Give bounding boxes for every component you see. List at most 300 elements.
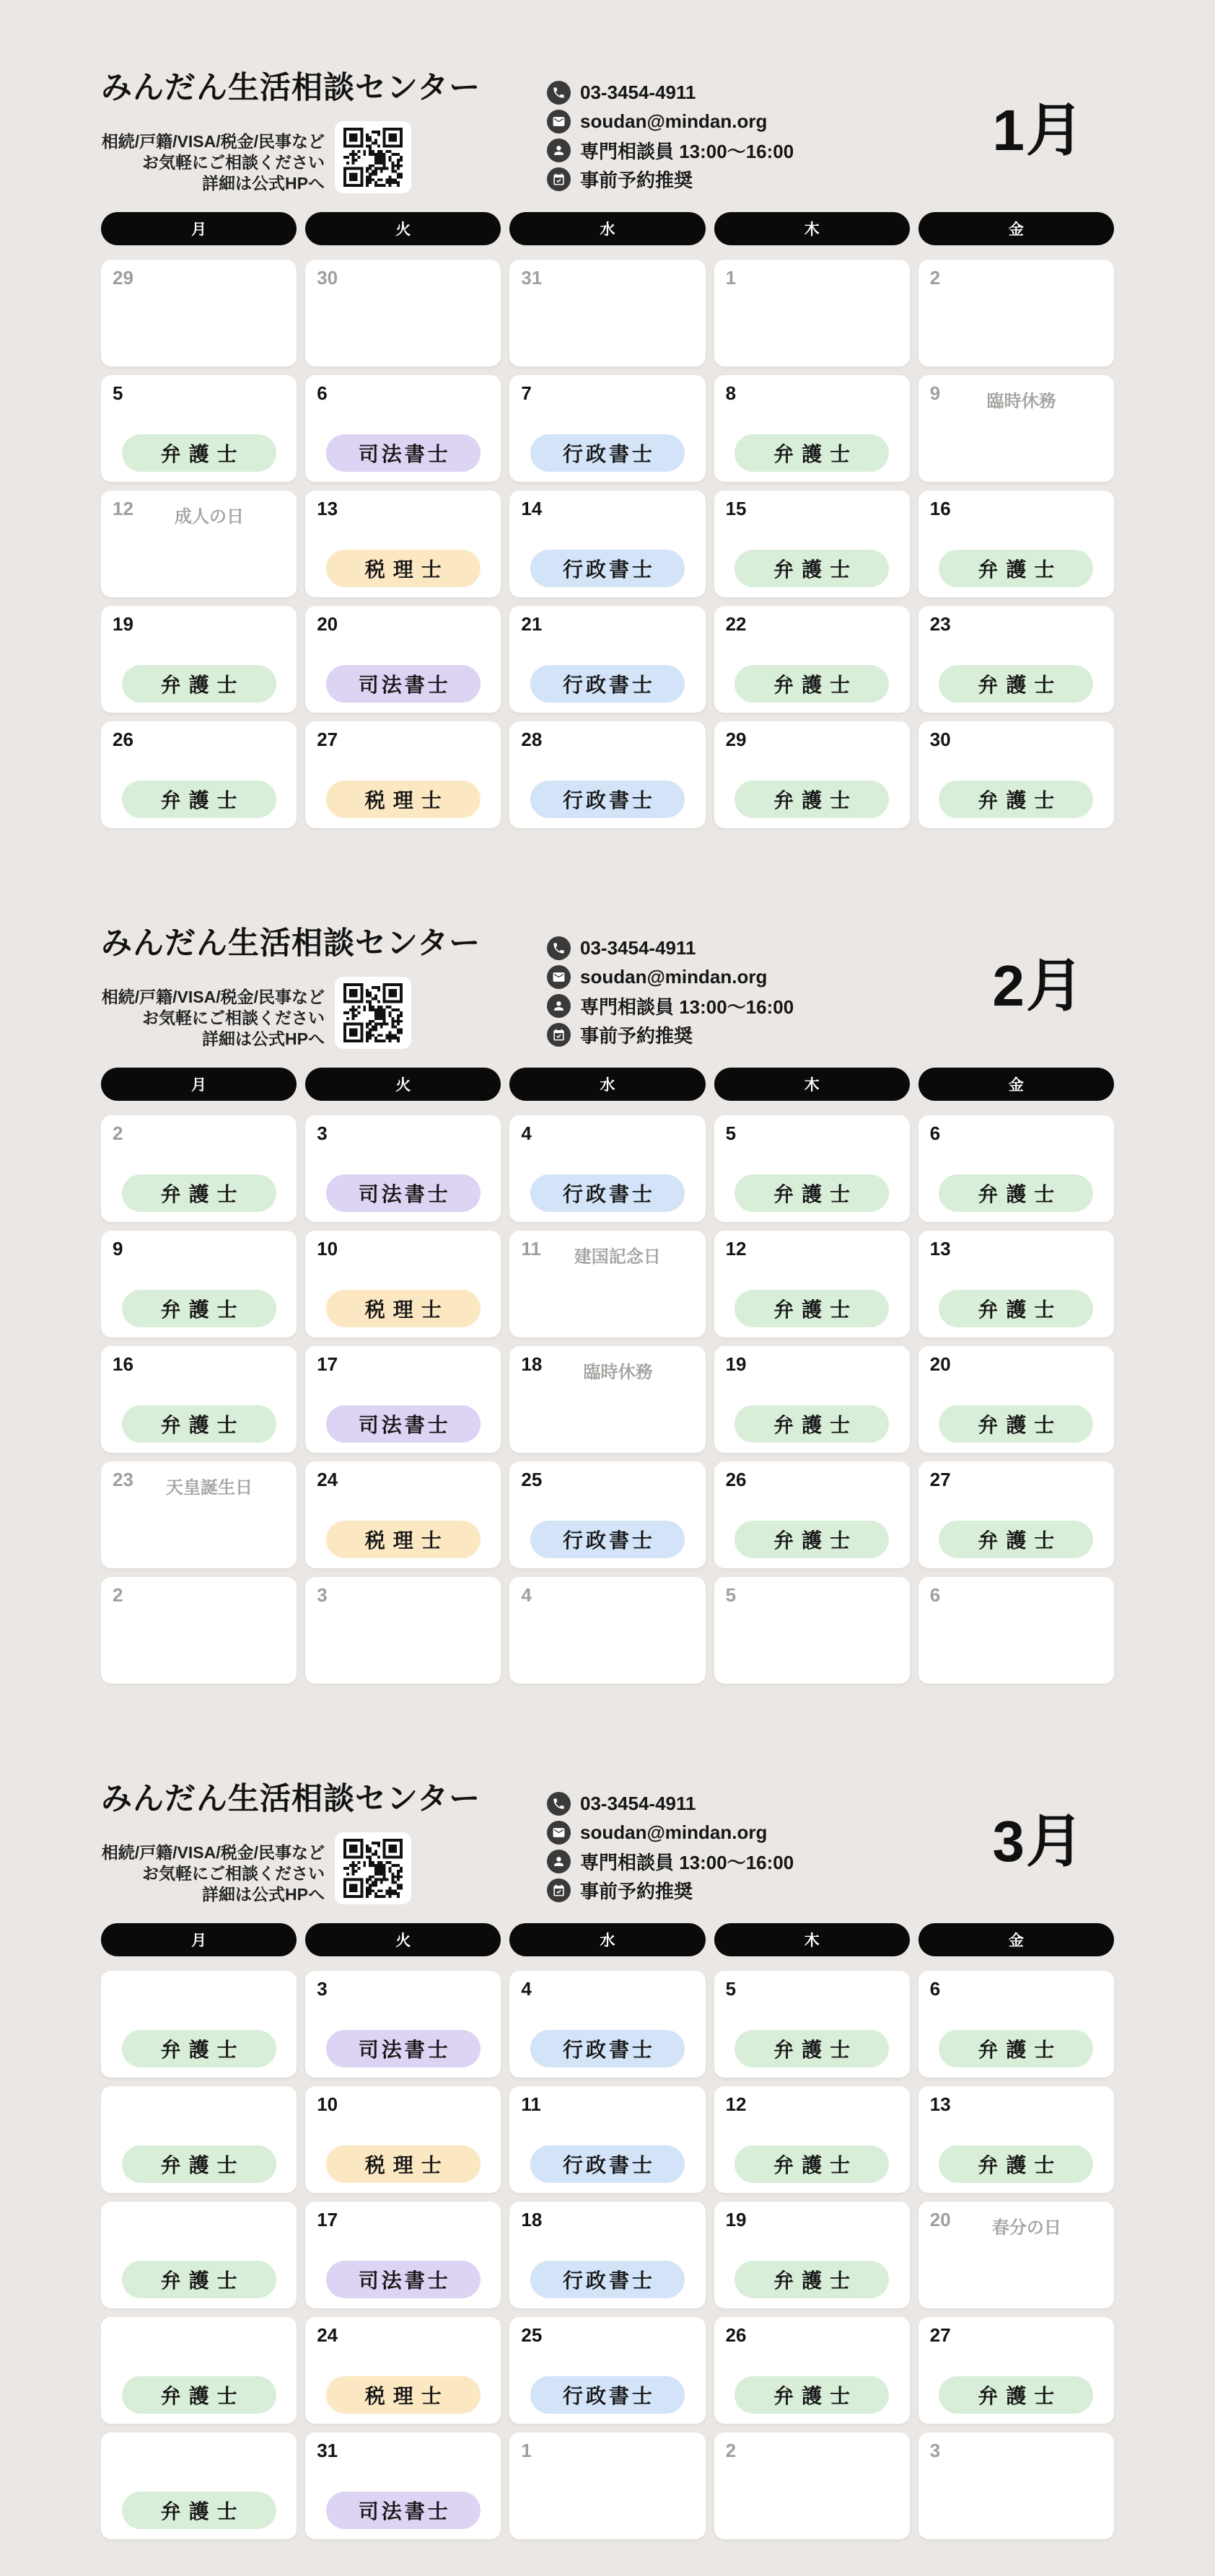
day-cell [714,2317,910,2424]
day-cell-top [930,498,1102,519]
pill-label: 司法書士 [358,443,451,465]
day-number: 24 [317,2324,338,2346]
day-number: 17 [317,2209,338,2230]
day-cell [714,1231,910,1337]
weekday-pill: 木 [714,212,910,245]
specialist-pill [939,1521,1093,1558]
mail-icon [547,965,571,989]
pill-label: 弁護士 [773,1414,859,1436]
pill-label: 弁護士 [160,443,245,465]
day-cell-top [317,613,489,635]
weekday-pill: 木 [714,1923,910,1956]
day-cell-top [726,1238,898,1260]
day-number: 27 [929,1469,951,1490]
month-section [101,919,1114,1684]
day-cell [101,2317,297,2424]
day-number: 14 [521,498,543,519]
day-cell [918,1115,1114,1222]
pill-label: 行政書士 [562,2385,655,2407]
day-cell [714,1346,910,1453]
day-cell [714,2432,910,2539]
specialist-pill [939,2376,1093,2414]
day-number: 29 [725,729,747,750]
pill-label: 弁護士 [978,789,1063,812]
day-cell [305,1461,501,1568]
day-cell-top [113,1584,285,1606]
day-cell-top [317,2324,489,2346]
day-cell-top [726,613,898,635]
pill-label: 弁護士 [160,789,245,812]
day-cell [918,1971,1114,2078]
day-cell-top [521,2324,693,2346]
day-cell [305,2202,501,2308]
day-cell-top [317,1353,489,1375]
day-number: 5 [725,1978,737,2000]
day-number: 12 [113,498,133,519]
holiday-note: 成人の日 [175,507,245,527]
day-cell [101,375,297,482]
pill-label: 弁護士 [773,2269,859,2292]
day-cell [714,1461,910,1568]
day-number: 2 [725,2440,737,2461]
center-title: みんだん生活相談センター [101,926,481,961]
specialist-pill [326,2261,481,2298]
weekday-pill: 金 [918,212,1114,245]
day-cell-top [317,1122,489,1144]
day-cell-top [317,498,489,519]
day-cell-top [317,2440,489,2461]
day-number: 6 [929,1122,941,1144]
pill-label: 司法書士 [358,2269,451,2292]
specialist-pill [939,2145,1093,2183]
day-cell-top [113,2093,285,2115]
day-cell [101,1231,297,1337]
mail-icon [547,110,571,133]
month-label: 1月 [992,98,1085,162]
subtitle-line: 相続/戸籍/VISA/税金/民事など [101,988,325,1006]
specialist-pill [734,665,889,703]
pill-label: 弁護士 [773,2039,859,2061]
weekday-pill: 火 [305,1923,501,1956]
day-cell [305,260,501,366]
day-cell-top [521,1469,693,1490]
calendar-check-icon [547,167,571,191]
day-cell-top [726,1584,898,1606]
specialist-pill [734,1290,889,1327]
day-cell-top [930,1122,1102,1144]
day-number: 26 [725,2324,747,2346]
specialist-pill [326,781,481,818]
day-cell [101,1461,297,1568]
pill-label: 弁護士 [978,558,1063,581]
day-number: 11 [521,1238,541,1260]
day-number: 10 [317,2093,338,2115]
weekday-pill: 火 [305,212,501,245]
pill-label: 弁護士 [160,2269,245,2292]
day-cell [918,375,1114,482]
specialist-pill [122,2261,276,2298]
specialist-pill [326,665,481,703]
day-number: 16 [113,1353,133,1375]
specialist-pill [734,1405,889,1443]
day-cell [101,260,297,366]
day-number: 1 [521,2440,532,2461]
day-cell [918,1577,1114,1684]
day-number: 4 [521,1584,532,1606]
day-number: 5 [113,382,123,404]
day-cell-top [726,729,898,750]
day-number: 19 [113,613,133,635]
day-number: 17 [317,1353,338,1375]
day-cell [918,1461,1114,1568]
day-number: 19 [725,1353,747,1375]
specialist-pill [326,1521,481,1558]
day-cell-top [726,2440,898,2461]
pill-label: 弁護士 [773,2385,859,2407]
holiday-note: 天皇誕生日 [166,1478,253,1498]
pill-label: 司法書士 [358,2500,451,2523]
phone-icon [547,1792,571,1816]
phone-icon [547,81,571,105]
day-number: 18 [521,2209,543,2230]
day-cell-top [113,1978,285,2000]
day-number: 2 [929,267,941,289]
pill-label: 司法書士 [358,1183,451,1205]
weekday-pill: 月 [101,1068,297,1101]
day-cell [509,721,705,828]
day-number: 12 [725,2093,747,2115]
day-number: 20 [929,1353,951,1375]
day-cell [101,1971,297,2078]
day-cell-top [113,267,285,289]
person-icon [547,139,571,162]
day-cell-top [726,1122,898,1144]
weekday-pill: 水 [509,1068,705,1101]
contact-list [547,936,794,1047]
day-cell-top [521,1584,693,1606]
day-cell [918,260,1114,366]
month-header [101,919,1114,1068]
contact-text: 03-3454-4911 [580,82,696,103]
day-cell-top [317,382,489,404]
subtitle-line: 相続/戸籍/VISA/税金/民事など [101,1843,325,1862]
day-number: 10 [317,1238,338,1260]
pill-label: 弁護士 [978,2039,1063,2061]
weekday-pill: 金 [918,1923,1114,1956]
day-cell [918,2202,1114,2308]
day-number: 6 [929,1978,941,2000]
day-cell-top [726,1469,898,1490]
day-cell-top [930,1584,1102,1606]
pill-label: 弁護士 [160,2385,245,2407]
specialist-pill [530,2145,685,2183]
day-cell-top [726,1353,898,1375]
day-cell-top [930,382,1102,412]
day-cell [714,1115,910,1222]
contact-row [547,81,794,105]
pill-label: 行政書士 [562,674,655,696]
specialist-pill [734,1174,889,1212]
specialist-pill [530,665,685,703]
specialist-pill [122,2492,276,2529]
pill-label: 弁護士 [773,789,859,812]
day-cell [918,2432,1114,2539]
calendar-grid [101,1115,1114,1684]
weekday-pill: 火 [305,1068,501,1101]
pill-label: 弁護士 [978,1414,1063,1436]
day-cell [918,2317,1114,2424]
day-cell-top [726,2093,898,2115]
day-number: 25 [521,2324,543,2346]
contact-row [547,110,794,133]
day-cell [101,2086,297,2193]
day-number: 3 [317,1978,328,2000]
specialist-pill [122,434,276,472]
day-cell-top [521,1238,693,1267]
pill-label: 税理士 [364,789,449,812]
day-cell-top [521,267,693,289]
mail-icon [547,1821,571,1845]
month-label: 3月 [992,1809,1085,1873]
person-icon [547,994,571,1018]
day-cell [509,1577,705,1684]
pill-label: 弁護士 [978,1183,1063,1205]
specialist-pill [530,550,685,587]
subtitle [101,131,325,194]
day-number: 11 [521,2093,541,2115]
specialist-pill [530,1174,685,1212]
pill-label: 弁護士 [160,1414,245,1436]
day-cell-top [930,1978,1102,2000]
day-cell [509,491,705,597]
contact-row [547,167,794,191]
day-cell [101,491,297,597]
center-title: みんだん生活相談センター [101,71,481,105]
day-number: 22 [725,613,747,635]
contact-text: 事前予約推奨 [580,1025,693,1047]
day-cell [918,1346,1114,1453]
specialist-pill [530,2030,685,2067]
day-cell [305,1115,501,1222]
weekday-pill: 水 [509,212,705,245]
pill-label: 行政書士 [562,2039,655,2061]
day-cell [714,606,910,713]
day-cell-top [726,2324,898,2346]
day-number: 25 [521,1469,543,1490]
specialist-pill [326,1290,481,1327]
calendar-grid [101,1971,1114,2539]
specialist-pill [530,1521,685,1558]
pill-label: 弁護士 [773,443,859,465]
day-cell [509,1231,705,1337]
day-cell [509,1971,705,2078]
contact-row [547,1792,794,1816]
day-cell-top [113,2324,285,2346]
pill-label: 弁護士 [773,1298,859,1321]
day-number: 13 [929,1238,951,1260]
holiday-note: 臨時休務 [583,1363,653,1382]
day-cell [918,2086,1114,2193]
day-cell [305,1577,501,1684]
contact-text: soudan@mindan.org [580,966,768,988]
specialist-pill [326,550,481,587]
specialist-pill [734,2145,889,2183]
day-cell-top [113,2209,285,2230]
day-number: 1 [725,267,737,289]
day-cell [305,2317,501,2424]
day-cell [101,1577,297,1684]
pill-label: 弁護士 [978,2385,1063,2407]
day-number: 29 [113,267,133,289]
pill-label: 弁護士 [160,1298,245,1321]
contact-text: 03-3454-4911 [580,1793,696,1814]
day-cell-top [113,1469,285,1498]
day-cell-top [521,613,693,635]
specialist-pill [122,1174,276,1212]
specialist-pill [939,2030,1093,2067]
subtitle-line: お気軽にご相談ください [142,1008,325,1027]
specialist-pill [734,2030,889,2067]
weekday-pill: 金 [918,1068,1114,1101]
specialist-pill [530,434,685,472]
day-cell [509,375,705,482]
center-title: みんだん生活相談センター [101,1782,481,1816]
contact-text: 専門相談員 13:00〜16:00 [580,996,794,1018]
contact-text: 事前予約推奨 [580,170,693,191]
holiday-note: 建国記念日 [574,1247,661,1267]
pill-label: 弁護士 [160,674,245,696]
day-cell-top [521,729,693,750]
day-cell-top [930,267,1102,289]
day-cell-top [113,729,285,750]
day-cell-top [521,382,693,404]
day-number: 7 [521,382,532,404]
day-cell-top [930,2093,1102,2115]
specialist-pill [326,2376,481,2414]
day-number: 2 [113,1584,123,1606]
contact-row [547,994,794,1018]
specialist-pill [122,2376,276,2414]
pill-label: 行政書士 [562,2154,655,2176]
day-cell [509,2086,705,2193]
contact-text: soudan@mindan.org [580,1821,768,1843]
specialist-pill [122,781,276,818]
pill-label: 行政書士 [562,443,655,465]
specialist-pill [530,2376,685,2414]
contact-text: 専門相談員 13:00〜16:00 [580,141,794,162]
day-cell [509,260,705,366]
day-cell-top [113,2440,285,2461]
pill-label: 弁護士 [773,558,859,581]
weekday-pill: 月 [101,212,297,245]
day-cell-top [521,1353,693,1383]
day-number: 20 [317,613,338,635]
specialist-pill [734,2261,889,2298]
day-number: 23 [929,613,951,635]
day-number: 13 [317,498,338,519]
day-cell-top [113,1122,285,1144]
specialist-pill [326,2030,481,2067]
day-cell [714,1577,910,1684]
pill-label: 行政書士 [562,1183,655,1205]
day-number: 4 [521,1122,532,1144]
pill-label: 弁護士 [160,2500,245,2523]
calendar-check-icon [547,1023,571,1047]
calendar-check-icon [547,1878,571,1902]
day-number: 27 [317,729,338,750]
day-number: 31 [521,267,543,289]
day-cell [509,2432,705,2539]
day-number: 30 [317,267,338,289]
day-cell-top [113,1353,285,1375]
month-label: 2月 [992,954,1085,1018]
contact-row [547,139,794,162]
day-number: 12 [725,1238,747,1260]
pill-label: 司法書士 [358,2039,451,2061]
specialist-pill [326,1174,481,1212]
contact-list [547,1792,794,1902]
specialist-pill [939,550,1093,587]
day-cell [714,375,910,482]
day-number: 6 [929,1584,941,1606]
day-cell-top [113,613,285,635]
day-number: 5 [725,1122,737,1144]
day-cell [714,491,910,597]
day-cell [305,1971,501,2078]
specialist-pill [939,665,1093,703]
specialist-pill [122,1405,276,1443]
day-cell [714,1971,910,2078]
day-cell [305,1231,501,1337]
day-cell-top [726,498,898,519]
day-cell [305,1346,501,1453]
day-cell [509,606,705,713]
subtitle-line: お気軽にご相談ください [142,1864,325,1883]
specialist-pill [939,781,1093,818]
person-icon [547,1850,571,1873]
day-cell-top [726,267,898,289]
day-cell [509,1346,705,1453]
phone-icon [547,936,571,960]
contact-row [547,1850,794,1873]
pill-label: 司法書士 [358,1414,451,1436]
day-number: 3 [317,1122,328,1144]
contact-text: 03-3454-4911 [580,937,696,959]
day-cell-top [930,729,1102,750]
contact-list [547,81,794,191]
day-cell-top [521,1978,693,2000]
day-number: 15 [725,498,747,519]
subtitle-line: 詳細は公式HPへ [202,174,325,193]
pill-label: 弁護士 [160,1183,245,1205]
day-number: 24 [317,1469,338,1490]
day-number: 23 [113,1469,133,1490]
weekday-header [101,1923,1114,1956]
day-number: 9 [113,1238,123,1260]
qr-code [335,977,411,1049]
day-cell-top [726,1978,898,2000]
day-cell-top [521,2440,693,2461]
pill-label: 税理士 [364,558,449,581]
day-cell [509,1115,705,1222]
day-cell [101,2432,297,2539]
day-cell [918,606,1114,713]
contact-text: 専門相談員 13:00〜16:00 [580,1852,794,1873]
contact-row [547,1821,794,1845]
subtitle-line: 相続/戸籍/VISA/税金/民事など [101,132,325,151]
holiday-note: 春分の日 [991,2218,1061,2238]
contact-row [547,1878,794,1902]
